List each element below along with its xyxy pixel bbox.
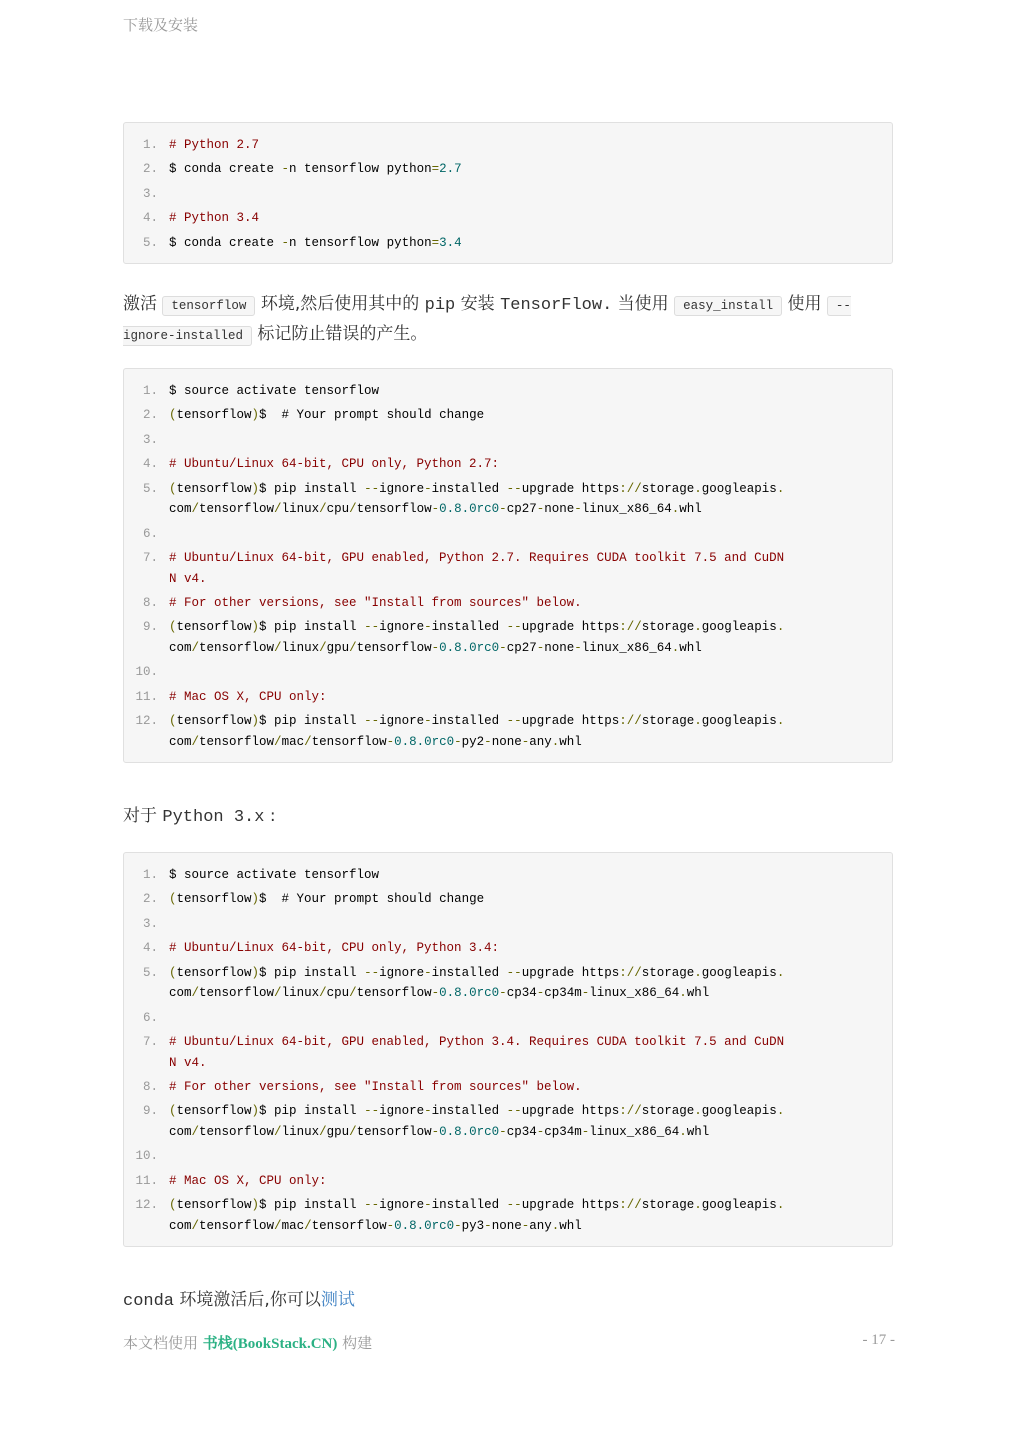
code-text: # Python 3.4 [169, 211, 260, 226]
code-text [169, 1146, 789, 1167]
code-line [124, 711, 892, 752]
page-header-title: 下载及安装 [123, 16, 199, 34]
code-line [124, 889, 892, 910]
code-line [124, 381, 892, 402]
code-line [124, 963, 892, 1004]
line-number: 5. [142, 481, 158, 496]
code-text: $ source activate tensorflow [169, 868, 380, 882]
code-text: # Ubuntu/Linux 64-bit, GPU enabled, Python 2.7. Requires CUDA toolkit 7.5 and CuDNN v4. [169, 550, 785, 586]
code-block-conda-create [123, 122, 893, 264]
code-text: (tensorflow)$ pip install --ignore-installed --upgrade https://storage.googleapis.com/tensorflow/linux/gpu/tensorflow-0.8.0rc0-cp34-cp34m-linux_x86_64.whl [169, 1104, 785, 1139]
code-line [124, 524, 892, 545]
code-text: (tensorflow)$ pip install --ignore-installed --upgrade https://storage.googleapis.com/tensorflow/linux/cpu/tensorflow-0.8.0rc0-cp34-cp34m-linux_x86_64.whl [169, 965, 785, 1001]
code-text: (tensorflow)$ pip install --ignore-installed --upgrade https://storage.googleapis.com/tensorflow/mac/tensorflow-0.8.0rc0-py3-none-any.whl [169, 1198, 785, 1233]
code-line [124, 617, 892, 658]
code-line [124, 1032, 892, 1073]
bookstack-link[interactable]: 书栈(BookStack.CN) [202, 1336, 338, 1352]
code-text: # Mac OS X, CPU only: [169, 689, 327, 704]
code-line [124, 1146, 892, 1167]
code-line [124, 233, 892, 254]
code-text: $ conda create -n tensorflow python=2.7 [169, 162, 462, 177]
code-text: (tensorflow)$ # Your prompt should change [169, 408, 485, 423]
code-line [124, 1077, 892, 1098]
line-number: 3. [142, 432, 158, 447]
code-text: (tensorflow)$ # Your prompt should change [169, 892, 485, 907]
inline-code-ignore-installed: --ignore-installed [123, 296, 851, 346]
code-block-python2 [123, 368, 893, 763]
line-number: 7. [142, 1034, 158, 1049]
code-block-python3 [123, 852, 893, 1247]
inline-code-tensorflow: tensorflow [162, 296, 255, 316]
code-line [124, 865, 892, 886]
line-number: 5. [142, 235, 158, 250]
code-text: # Mac OS X, CPU only: [169, 1173, 327, 1188]
paragraph-python3: 对于 Python 3.x : [123, 806, 276, 827]
code-text [169, 914, 789, 935]
code-text: # Ubuntu/Linux 64-bit, GPU enabled, Python 3.4. Requires CUDA toolkit 7.5 and CuDNN v4. [169, 1034, 785, 1070]
line-number: 10. [135, 1149, 158, 1164]
code-text: # Python 2.7 [169, 138, 260, 152]
line-number: 7. [142, 550, 158, 565]
line-number: 1. [142, 384, 158, 398]
line-number: 11. [135, 689, 158, 704]
code-text: # For other versions, see "Install from sources" below. [169, 595, 582, 610]
code-line [124, 1171, 892, 1192]
line-number: 4. [142, 457, 158, 472]
line-number: 3. [142, 916, 158, 931]
code-line [124, 159, 892, 180]
code-text: (tensorflow)$ pip install --ignore-installed --upgrade https://storage.googleapis.com/tensorflow/mac/tensorflow-0.8.0rc0-py2-none-any.whl [169, 714, 785, 749]
line-number: 9. [142, 1104, 158, 1119]
line-number: 6. [142, 526, 158, 541]
code-text [169, 524, 789, 545]
code-text: (tensorflow)$ pip install --ignore-installed --upgrade https://storage.googleapis.com/tensorflow/linux/cpu/tensorflow-0.8.0rc0-cp27-none-linux_x86_64.whl [169, 481, 785, 517]
code-text [169, 662, 789, 683]
inline-code-easy-install: easy_install [674, 296, 782, 316]
line-number: 5. [142, 965, 158, 980]
code-line [124, 548, 892, 589]
code-text: $ source activate tensorflow [169, 384, 380, 398]
line-number: 2. [142, 162, 158, 177]
code-line [124, 479, 892, 520]
code-text [169, 430, 789, 451]
line-number: 4. [142, 941, 158, 956]
code-line [124, 662, 892, 683]
paragraph-activate: 激活 tensorflow 环境,然后使用其中的 pip 安装 TensorFlow. 当使用 easy_install 使用 --ignore-installed 标记防止错误的产生。 [123, 294, 851, 344]
code-line [124, 687, 892, 708]
line-number: 9. [142, 620, 158, 635]
code-line [124, 1195, 892, 1236]
code-line [124, 1101, 892, 1142]
footer-credit: 本文档使用 书栈(BookStack.CN) 构建 [123, 1334, 373, 1352]
page-number: - 17 - [862, 1332, 895, 1348]
code-text [169, 184, 789, 205]
line-number: 4. [142, 211, 158, 226]
line-number: 10. [135, 665, 158, 680]
line-number: 8. [142, 595, 158, 610]
code-line [124, 914, 892, 935]
code-line [124, 1008, 892, 1029]
code-text: # Ubuntu/Linux 64-bit, CPU only, Python 2.7: [169, 457, 500, 472]
code-line [124, 208, 892, 229]
code-line [124, 454, 892, 475]
test-link[interactable]: 测试 [320, 1290, 355, 1310]
code-line [124, 938, 892, 959]
line-number: 11. [135, 1173, 158, 1188]
line-number: 3. [142, 186, 158, 201]
code-line [124, 135, 892, 156]
code-line [124, 405, 892, 426]
line-number: 2. [142, 408, 158, 423]
line-number: 6. [142, 1010, 158, 1025]
code-text: $ conda create -n tensorflow python=3.4 [169, 235, 462, 250]
code-line [124, 430, 892, 451]
line-number: 1. [142, 868, 158, 882]
code-text [169, 1008, 789, 1029]
line-number: 12. [135, 714, 158, 729]
line-number: 8. [142, 1079, 158, 1094]
paragraph-conda-test: conda 环境激活后,你可以测试 [123, 1290, 355, 1311]
code-text: # For other versions, see "Install from sources" below. [169, 1079, 582, 1094]
code-line [124, 184, 892, 205]
line-number: 12. [135, 1198, 158, 1213]
code-line [124, 593, 892, 614]
line-number: 1. [142, 138, 158, 152]
line-number: 2. [142, 892, 158, 907]
code-text: (tensorflow)$ pip install --ignore-installed --upgrade https://storage.googleapis.com/tensorflow/linux/gpu/tensorflow-0.8.0rc0-cp27-none-linux_x86_64.whl [169, 620, 785, 655]
code-text: # Ubuntu/Linux 64-bit, CPU only, Python 3.4: [169, 941, 500, 956]
